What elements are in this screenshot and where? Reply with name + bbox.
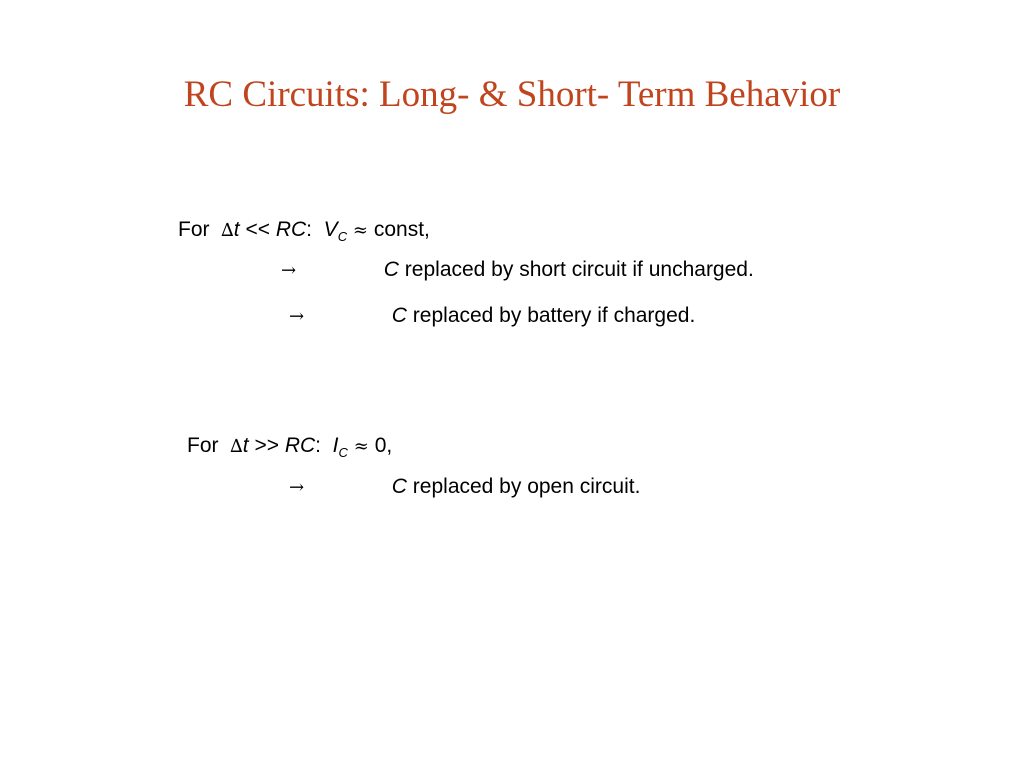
capacitor-symbol: C bbox=[383, 258, 399, 281]
short-term-condition bbox=[178, 217, 430, 244]
colon: : bbox=[315, 434, 321, 457]
result-text: replaced by short circuit if uncharged. bbox=[404, 258, 754, 281]
arrow-icon: → bbox=[289, 477, 305, 498]
for-word: For bbox=[178, 218, 210, 241]
result-text: replaced by open circuit. bbox=[412, 475, 641, 498]
quantity-subscript: C bbox=[338, 445, 348, 460]
time-variable: t bbox=[242, 434, 249, 457]
short-term-result bbox=[281, 257, 754, 284]
arrow-icon: → bbox=[289, 306, 305, 327]
long-term-result bbox=[289, 474, 640, 501]
slide-title: RC Circuits: Long- & Short- Term Behavior bbox=[183, 74, 841, 115]
delta-symbol: ∆ bbox=[230, 436, 243, 457]
arrow-icon: → bbox=[281, 260, 297, 281]
quantity-subscript: C bbox=[337, 229, 348, 244]
delta-symbol: ∆ bbox=[221, 220, 234, 241]
rc-term: RC bbox=[275, 218, 307, 241]
capacitor-symbol: C bbox=[391, 304, 407, 327]
relation-symbol: >> bbox=[254, 434, 279, 457]
approx-symbol: ≈ bbox=[353, 436, 369, 457]
long-term-condition bbox=[187, 433, 392, 460]
capacitor-symbol: C bbox=[391, 475, 407, 498]
condition-value: const, bbox=[373, 218, 430, 241]
time-variable: t bbox=[233, 218, 240, 241]
approx-symbol: ≈ bbox=[352, 220, 369, 241]
for-word: For bbox=[187, 434, 219, 457]
quantity-symbol: I bbox=[332, 434, 339, 457]
relation-symbol: << bbox=[245, 218, 270, 241]
colon: : bbox=[306, 218, 312, 241]
quantity-symbol: V bbox=[323, 218, 338, 241]
short-term-result bbox=[289, 303, 695, 330]
condition-value: 0, bbox=[374, 434, 393, 457]
rc-term: RC bbox=[284, 434, 316, 457]
result-text: replaced by battery if charged. bbox=[412, 304, 696, 327]
